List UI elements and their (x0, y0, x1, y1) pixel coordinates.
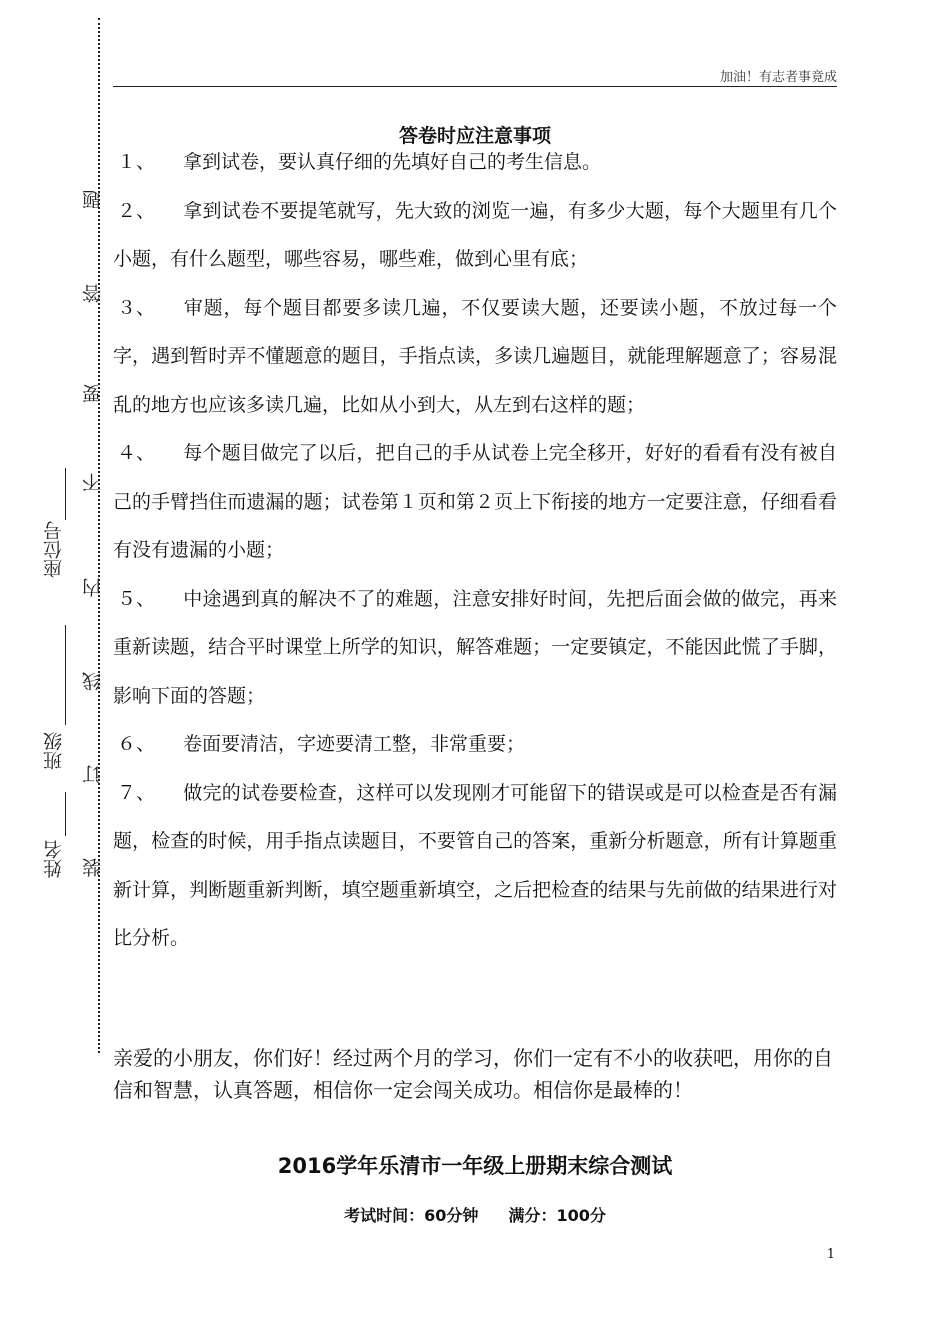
header-rule (113, 86, 837, 87)
rule-text: 审题，每个题目都要多读几遍，不仅要读大题，还要读小题，不放过每一个字，遇到暂时弄不懂题意的题目，手指点读，多读几遍题目，就能理解题意了；容易混乱的地方也应该多读几遍，比如从小到大，从左到右这样的题； (113, 296, 837, 416)
binding-char: 不 (82, 473, 104, 492)
exam-time: 考试时间：60分钟 (344, 1206, 479, 1225)
rule-text: 中途遇到真的解决不了的难题，注意安排好时间，先把后面会做的做完，再来重新读题，结合平时课堂上所学的知识，解答难题；一定要镇定，不能因此慌了手脚，影响下面的答题； (113, 587, 837, 707)
rule-item (113, 769, 837, 963)
rule-item (113, 575, 837, 721)
rule-number: ２、 (117, 199, 156, 222)
rule-number: ６、 (117, 733, 156, 755)
notice-title: 答卷时应注意事项 (398, 125, 551, 147)
rule-text: 每个题目做完了以后，把自己的手从试卷上完全移开，好好的看看有没有被自己的手臂挡住而遗漏的题；试卷第１页和第２页上下衔接的地方一定要注意，仔细看看有没有遗漏的小题； (113, 442, 837, 561)
binding-char: 要 (82, 384, 104, 403)
rule-text: 拿到试卷，要认真仔细的先填好自己的考生信息。 (183, 151, 602, 173)
rule-text: 拿到试卷不要提笔就写，先大致的浏览一遍，有多少大题，每个大题里有几个小题，有什么题型，哪些容易，哪些难，做到心里有底； (113, 199, 837, 270)
rule-item (113, 284, 837, 430)
header-motto: 加油！有志者事竟成 (719, 70, 837, 85)
binding-char: 装 (82, 858, 104, 877)
rule-item (113, 720, 837, 769)
rule-number: ７、 (117, 781, 156, 804)
rule-item (113, 429, 837, 575)
name-label: 姓名 (43, 840, 65, 878)
binding-char: 题 (82, 190, 104, 209)
rule-text: 卷面要清洁，字迹要清工整，非常重要； (183, 733, 526, 755)
rule-number: ４、 (117, 442, 156, 464)
page-number: 1 (826, 1247, 835, 1262)
binding-char: 订 (82, 765, 104, 784)
binding-dotted-line (98, 18, 100, 1053)
class-field[interactable] (65, 625, 66, 725)
exam-meta (113, 1203, 837, 1226)
name-field[interactable] (65, 792, 66, 836)
exam-title: 2016学年乐清市一年级上册期末综合测试 (277, 1154, 673, 1178)
binding-char: 内 (82, 578, 104, 597)
rule-number: １、 (117, 151, 156, 173)
exam-full-score: 满分：100分 (508, 1206, 606, 1225)
class-label: 班级 (43, 732, 65, 770)
rule-item (113, 138, 837, 187)
seat-number-label: 座位号 (43, 521, 65, 578)
seat-number-field[interactable] (65, 468, 66, 520)
notice-rules-list (113, 138, 837, 963)
rule-item (113, 187, 837, 284)
rule-number: ３、 (117, 296, 156, 319)
binding-char: 答 (82, 284, 104, 303)
rule-text: 做完的试卷要检查，这样可以发现刚才可能留下的错误或是可以检查是否有漏题，检查的时候，用手指点读题目，不要管自己的答案，重新分析题意，所有计算题重新计算，判断题重新判断，填空题重新填空，之后把检查的结果与先前做的结果进行对比分析。 (113, 781, 837, 949)
rule-number: ５、 (117, 587, 156, 610)
binding-char: 线 (82, 672, 104, 691)
encouragement-text: 亲爱的小朋友，你们好！经过两个月的学习，你们一定有不小的收获吧，用你的自信和智慧，认真答题，相信你一定会闯关成功。相信你是最棒的！ (113, 1046, 833, 1102)
